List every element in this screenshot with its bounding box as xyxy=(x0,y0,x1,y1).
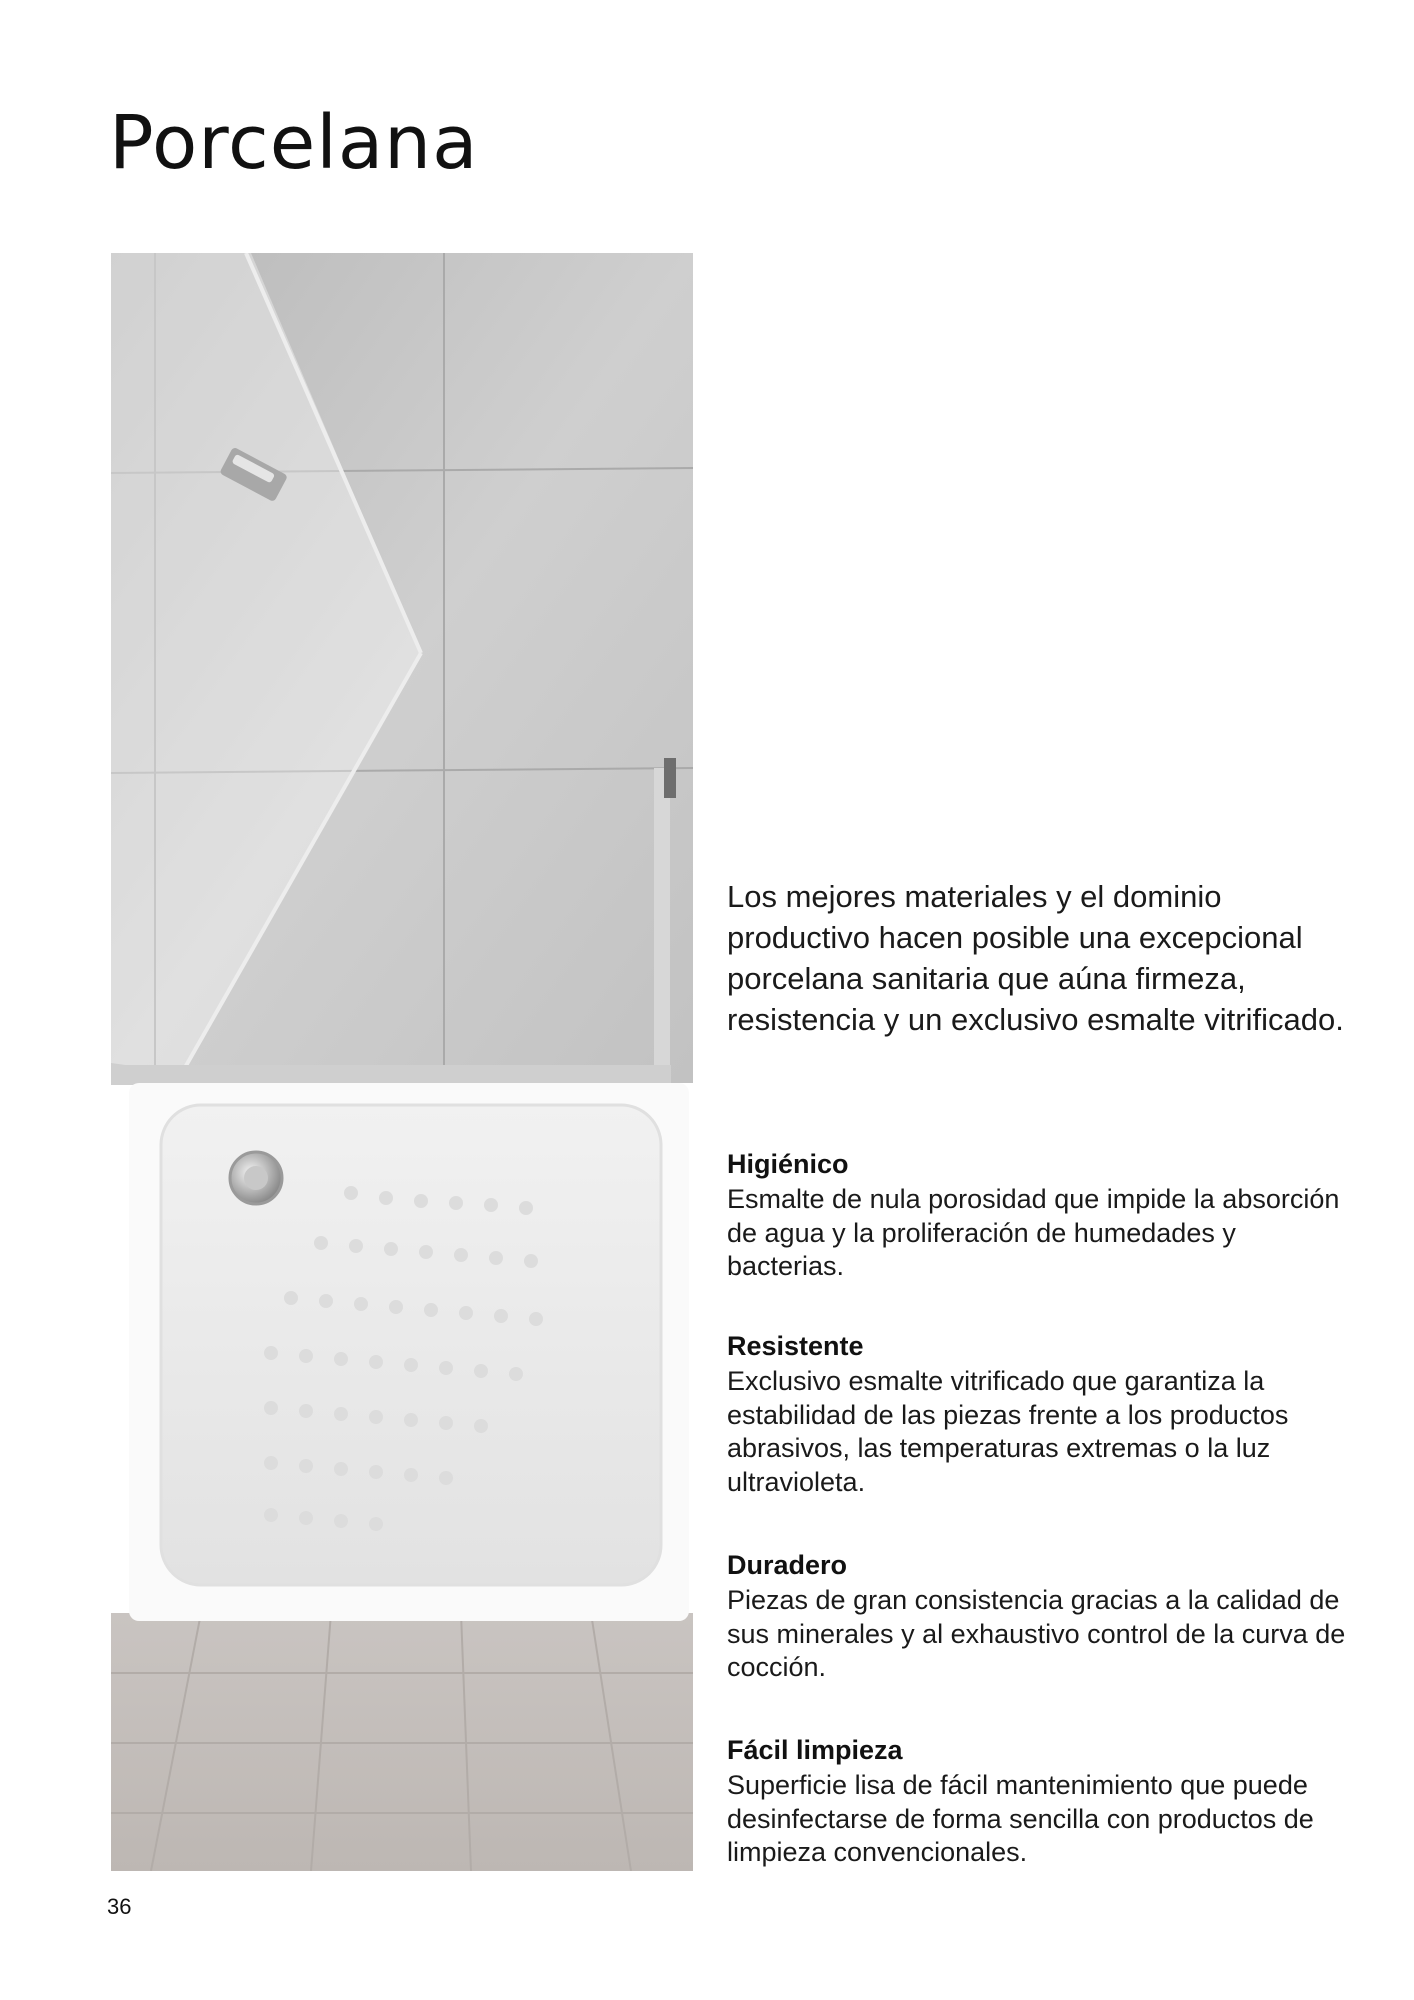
shower-illustration xyxy=(111,253,693,1871)
feature-text: Superficie lisa de fácil mantenimiento que puede desinfectarse de forma sencilla con productos de limpieza convencionales. xyxy=(727,1770,1314,1867)
feature-text: Piezas de gran consistencia gracias a la calidad de sus minerales y al exhaustivo control de la curva de cocción. xyxy=(727,1585,1346,1682)
feature-easy-cleaning xyxy=(727,1734,1347,1870)
feature-text: Esmalte de nula porosidad que impide la absorción de agua y la proliferación de humedades y bacterias. xyxy=(727,1184,1340,1281)
feature-title: Fácil limpieza xyxy=(727,1735,903,1765)
feature-title: Higiénico xyxy=(727,1149,849,1179)
page-title: Porcelana xyxy=(109,100,479,186)
feature-resistant xyxy=(727,1330,1347,1499)
feature-title: Duradero xyxy=(727,1550,848,1580)
feature-durable xyxy=(727,1549,1347,1685)
feature-title: Resistente xyxy=(727,1331,864,1361)
feature-text: Exclusivo esmalte vitrificado que garantiza la estabilidad de las piezas frente a los productos abrasivos, las temperaturas extremas o la luz ultravioleta. xyxy=(727,1366,1289,1497)
shower-tray-photo xyxy=(111,253,693,1871)
page-number: 36 xyxy=(107,1894,132,1919)
feature-hygienic xyxy=(727,1148,1347,1284)
intro-paragraph: Los mejores materiales y el dominio productivo hacen posible una excepcional porcelana sanitaria que aúna firmeza, resistencia y un exclusivo esmalte vitrificado. xyxy=(727,879,1344,1037)
